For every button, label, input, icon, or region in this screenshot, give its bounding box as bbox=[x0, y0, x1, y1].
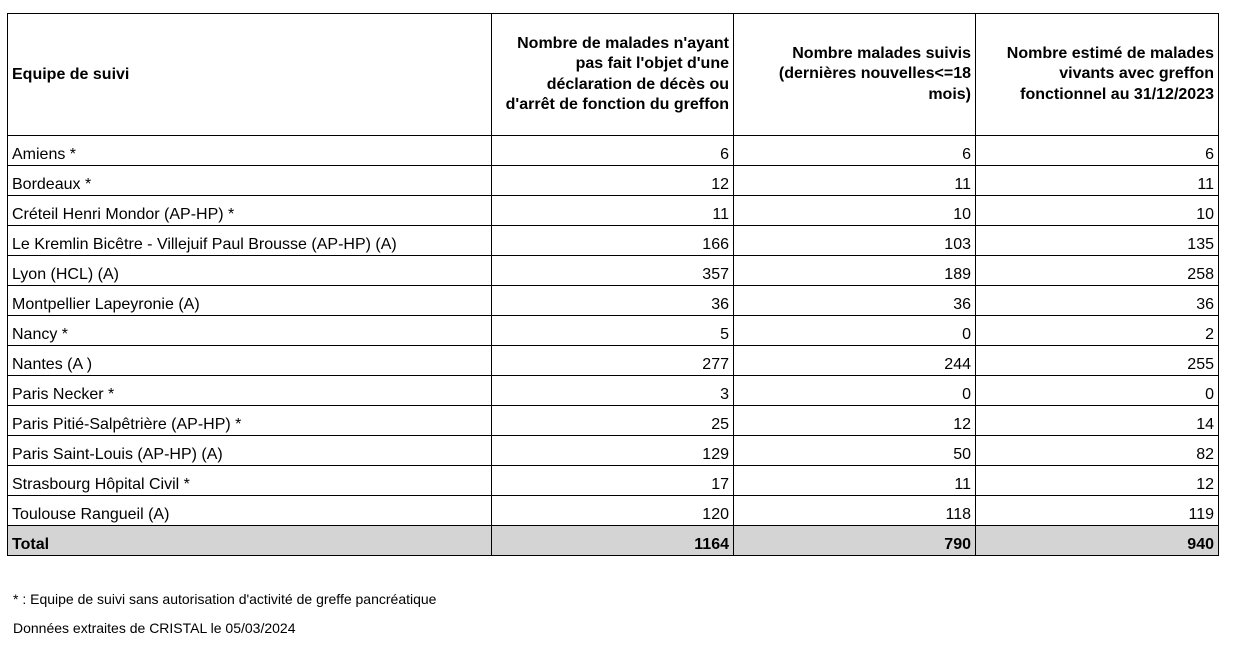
table-row bbox=[8, 316, 1219, 346]
cell-value: 2 bbox=[976, 316, 1219, 346]
row-label: Montpellier Lapeyronie (A) bbox=[8, 286, 492, 316]
row-label: Créteil Henri Mondor (AP-HP) * bbox=[8, 196, 492, 226]
cell-value: 166 bbox=[492, 226, 734, 256]
footnote-legend: * : Equipe de suivi sans autorisation d'activité de greffe pancréatique bbox=[13, 591, 437, 607]
table-row bbox=[8, 406, 1219, 436]
cell-value: 36 bbox=[976, 286, 1219, 316]
cell-value: 244 bbox=[734, 346, 976, 376]
row-label: Paris Saint-Louis (AP-HP) (A) bbox=[8, 436, 492, 466]
row-label: Paris Pitié-Salpêtrière (AP-HP) * bbox=[8, 406, 492, 436]
row-label: Lyon (HCL) (A) bbox=[8, 256, 492, 286]
cell-value: 258 bbox=[976, 256, 1219, 286]
cell-value: 0 bbox=[976, 376, 1219, 406]
cell-value: 119 bbox=[976, 496, 1219, 526]
total-value: 790 bbox=[734, 526, 976, 556]
cell-value: 118 bbox=[734, 496, 976, 526]
row-label: Le Kremlin Bicêtre - Villejuif Paul Brousse (AP-HP) (A) bbox=[8, 226, 492, 256]
total-value: 940 bbox=[976, 526, 1219, 556]
table-row bbox=[8, 136, 1219, 166]
total-label: Total bbox=[8, 526, 492, 556]
row-label: Toulouse Rangueil (A) bbox=[8, 496, 492, 526]
table-row bbox=[8, 226, 1219, 256]
footnote-source: Données extraites de CRISTAL le 05/03/2024 bbox=[13, 620, 296, 636]
cell-value: 135 bbox=[976, 226, 1219, 256]
cell-value: 357 bbox=[492, 256, 734, 286]
cell-value: 11 bbox=[492, 196, 734, 226]
row-label: Bordeaux * bbox=[8, 166, 492, 196]
row-label: Paris Necker * bbox=[8, 376, 492, 406]
row-label: Amiens * bbox=[8, 136, 492, 166]
cell-value: 103 bbox=[734, 226, 976, 256]
cell-value: 129 bbox=[492, 436, 734, 466]
cell-value: 277 bbox=[492, 346, 734, 376]
table-row bbox=[8, 436, 1219, 466]
cell-value: 50 bbox=[734, 436, 976, 466]
table-row bbox=[8, 496, 1219, 526]
table-row bbox=[8, 196, 1219, 226]
cell-value: 255 bbox=[976, 346, 1219, 376]
cell-value: 6 bbox=[492, 136, 734, 166]
cell-value: 36 bbox=[734, 286, 976, 316]
cell-value: 6 bbox=[976, 136, 1219, 166]
table-row bbox=[8, 256, 1219, 286]
row-label: Nancy * bbox=[8, 316, 492, 346]
cell-value: 12 bbox=[734, 406, 976, 436]
cell-value: 5 bbox=[492, 316, 734, 346]
cell-value: 12 bbox=[492, 166, 734, 196]
cell-value: 11 bbox=[976, 166, 1219, 196]
cell-value: 11 bbox=[734, 166, 976, 196]
cell-value: 10 bbox=[976, 196, 1219, 226]
row-label: Strasbourg Hôpital Civil * bbox=[8, 466, 492, 496]
cell-value: 14 bbox=[976, 406, 1219, 436]
cell-value: 120 bbox=[492, 496, 734, 526]
cell-value: 0 bbox=[734, 376, 976, 406]
header-non-declared: Nombre de malades n'ayant pas fait l'objet d'une déclaration de décès ou d'arrêt de fonction du greffon bbox=[492, 14, 734, 136]
header-followed: Nombre malades suivis (dernières nouvelles<=18 mois) bbox=[734, 14, 976, 136]
cell-value: 25 bbox=[492, 406, 734, 436]
table-row bbox=[8, 286, 1219, 316]
cell-value: 3 bbox=[492, 376, 734, 406]
table-row bbox=[8, 166, 1219, 196]
total-value: 1164 bbox=[492, 526, 734, 556]
cell-value: 6 bbox=[734, 136, 976, 166]
header-row bbox=[8, 14, 1219, 136]
cell-value: 10 bbox=[734, 196, 976, 226]
cell-value: 0 bbox=[734, 316, 976, 346]
table-row bbox=[8, 346, 1219, 376]
row-label: Nantes (A ) bbox=[8, 346, 492, 376]
follow-up-table bbox=[7, 13, 1219, 556]
cell-value: 17 bbox=[492, 466, 734, 496]
cell-value: 189 bbox=[734, 256, 976, 286]
header-equipe: Equipe de suivi bbox=[8, 14, 492, 136]
total-row bbox=[8, 526, 1219, 556]
table-row bbox=[8, 466, 1219, 496]
cell-value: 82 bbox=[976, 436, 1219, 466]
cell-value: 12 bbox=[976, 466, 1219, 496]
table-row bbox=[8, 376, 1219, 406]
header-estimated-alive: Nombre estimé de malades vivants avec greffon fonctionnel au 31/12/2023 bbox=[976, 14, 1219, 136]
cell-value: 36 bbox=[492, 286, 734, 316]
cell-value: 11 bbox=[734, 466, 976, 496]
